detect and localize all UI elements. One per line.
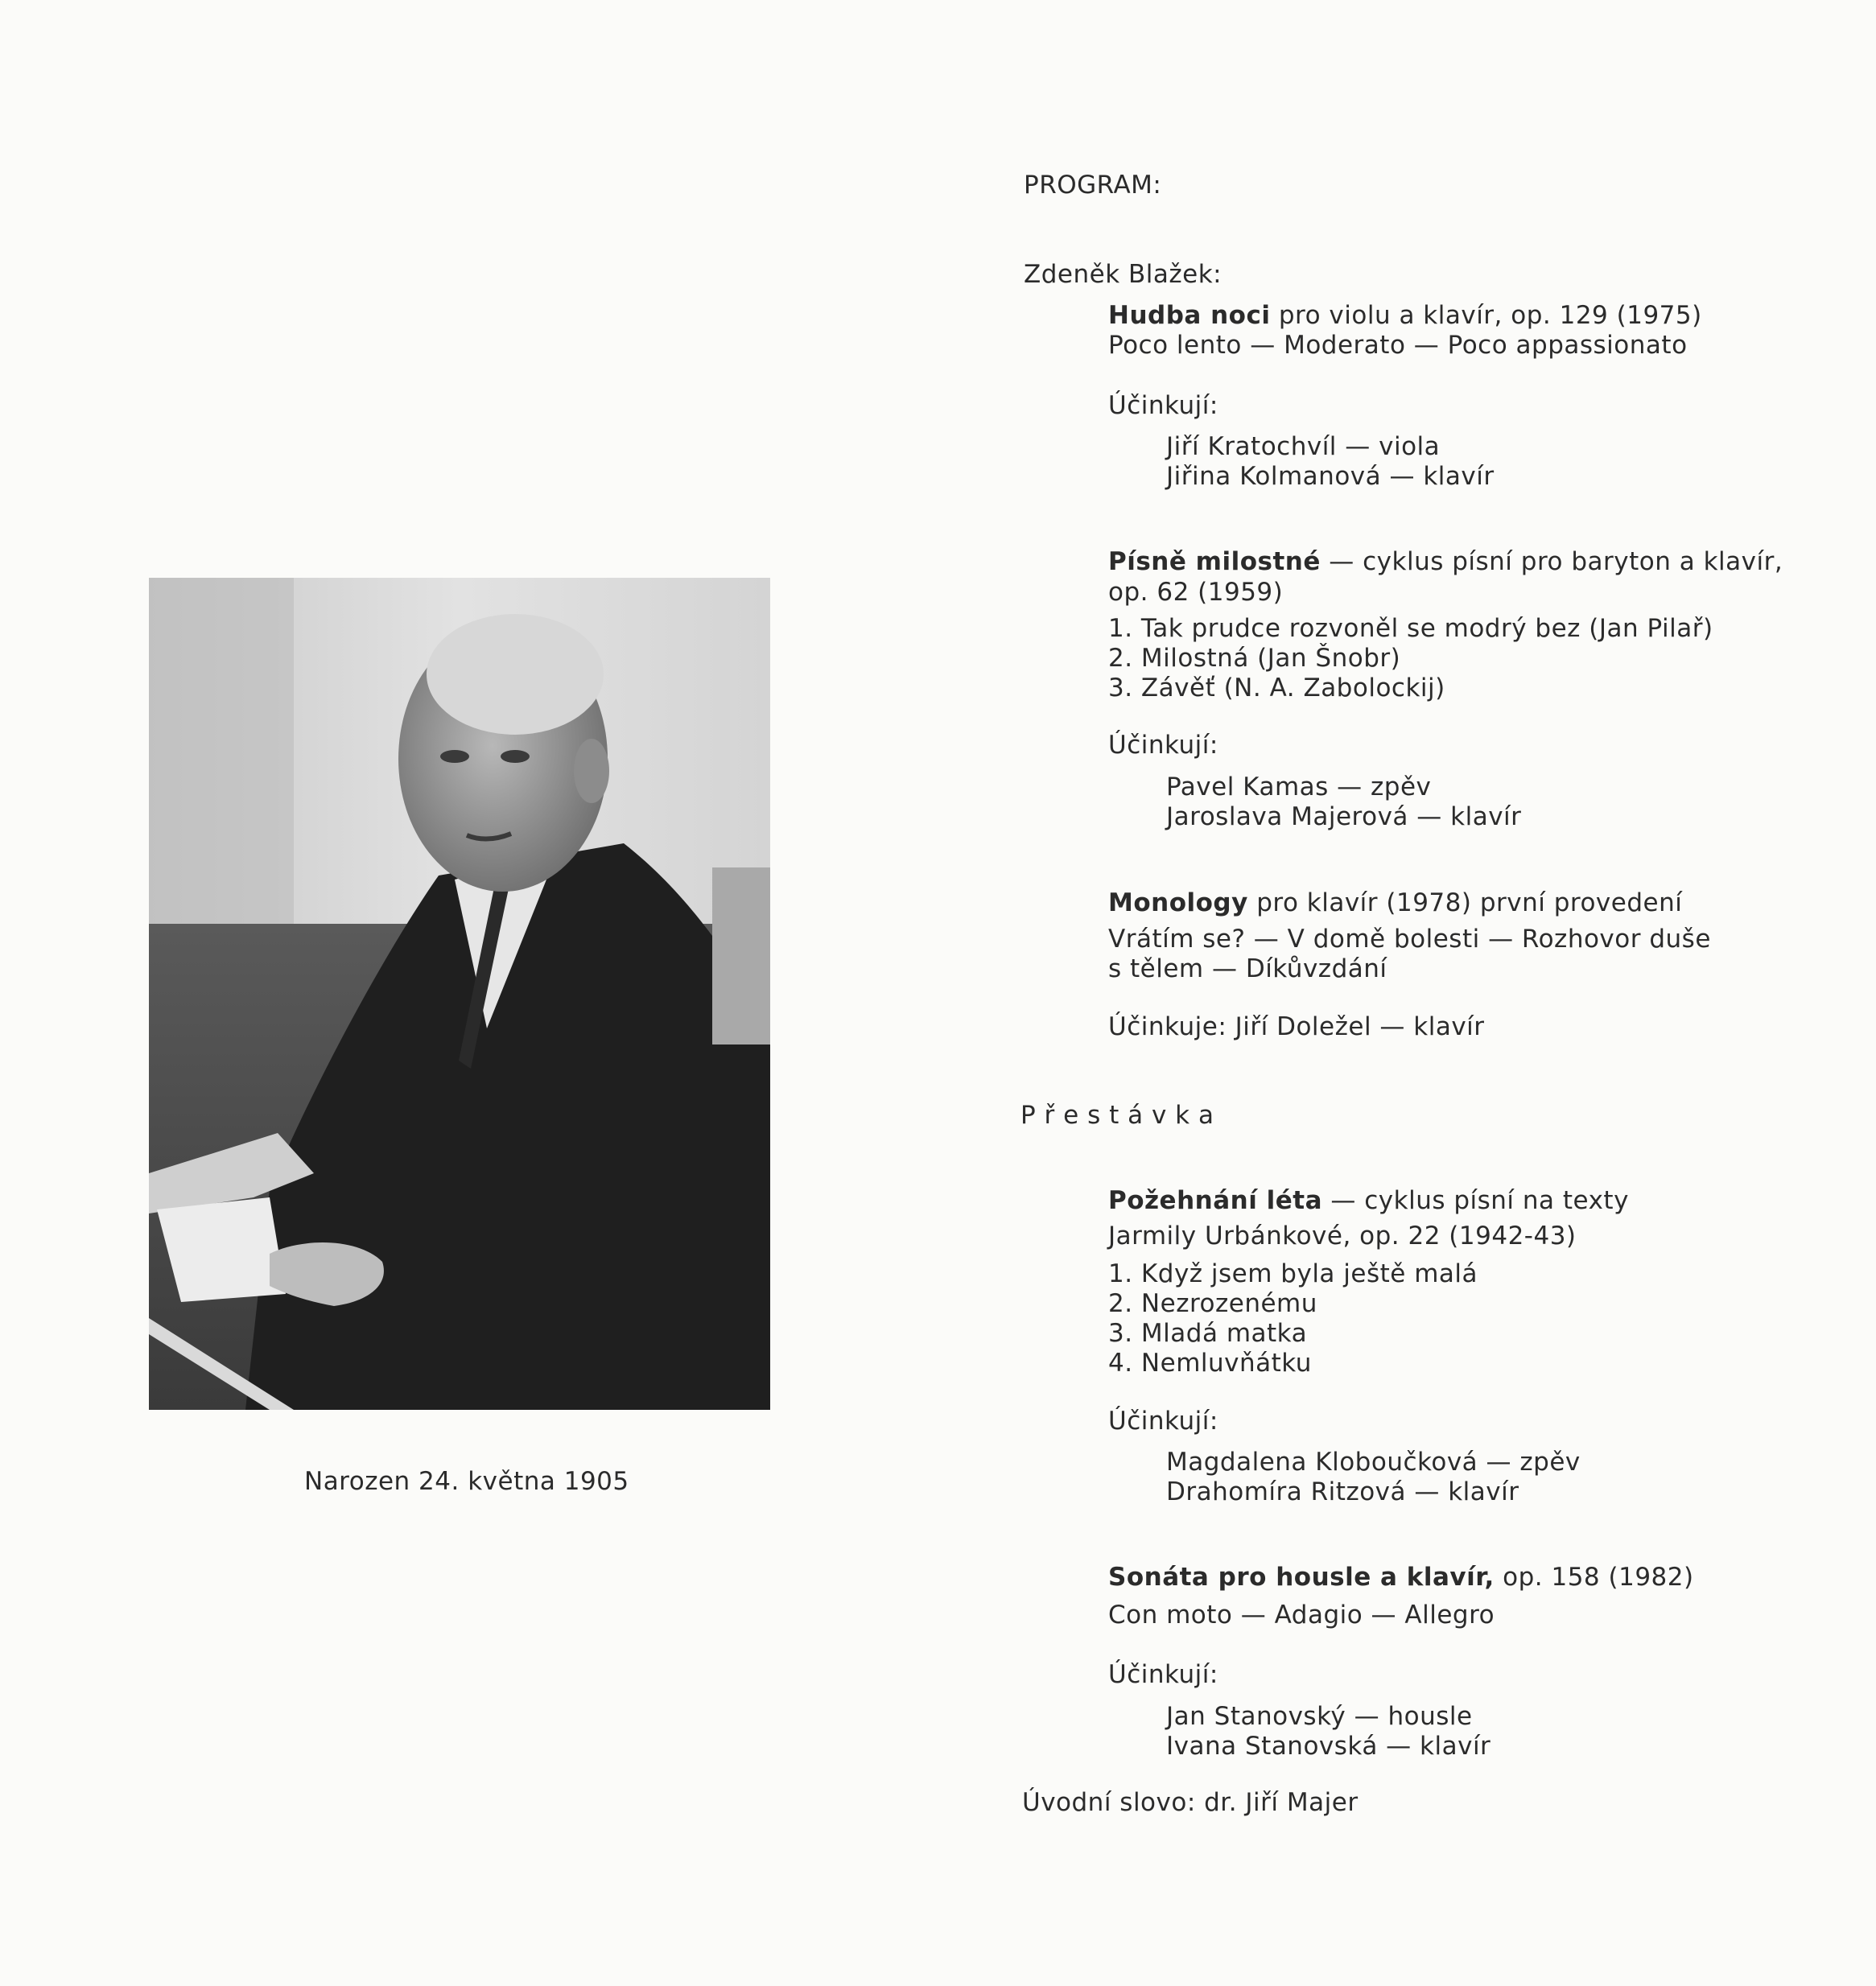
work-movements: Poco lento — Moderato — Poco appassionato bbox=[1108, 331, 1688, 360]
song-item: 1. Když jsem byla ještě malá bbox=[1108, 1259, 1478, 1288]
performers-label: Účinkují: bbox=[1108, 391, 1218, 420]
song-item: 2. Milostná (Jan Šnobr) bbox=[1108, 644, 1401, 673]
performers-label: Účinkuje: Jiří Doležel — klavír bbox=[1108, 1012, 1485, 1041]
introduction-speaker: Úvodní slovo: dr. Jiří Majer bbox=[1022, 1788, 1359, 1817]
performers-label: Účinkují: bbox=[1108, 1407, 1218, 1436]
performer: Drahomíra Ritzová — klavír bbox=[1166, 1477, 1519, 1506]
work-title-line bbox=[1108, 888, 1682, 917]
performer: Ivana Stanovská — klavír bbox=[1166, 1732, 1491, 1761]
work-title-rest: — cyklus písní na texty bbox=[1322, 1186, 1629, 1215]
work-title-line bbox=[1108, 301, 1702, 330]
song-item: 1. Tak prudce rozvoněl se modrý bez (Jan Pilař) bbox=[1108, 614, 1713, 643]
work-title-line bbox=[1108, 1186, 1629, 1215]
song-item: 4. Nemluvňátku bbox=[1108, 1349, 1312, 1378]
performers-label: Účinkují: bbox=[1108, 731, 1218, 760]
work-title-rest: op. 158 (1982) bbox=[1494, 1563, 1694, 1592]
composer-name: Zdeněk Blažek: bbox=[1024, 260, 1222, 289]
performer: Jaroslava Majerová — klavír bbox=[1166, 802, 1522, 831]
program-heading: PROGRAM: bbox=[1024, 171, 1162, 200]
performer: Jiří Kratochvíl — viola bbox=[1166, 432, 1441, 461]
performer: Pavel Kamas — zpěv bbox=[1166, 773, 1432, 801]
performer: Jan Stanovský — housle bbox=[1166, 1702, 1473, 1731]
work-title: Požehnání léta bbox=[1108, 1186, 1323, 1215]
work-title: Hudba noci bbox=[1108, 301, 1271, 330]
composer-portrait-photo bbox=[149, 578, 770, 1410]
work-title: Písně milostné bbox=[1108, 547, 1321, 576]
portrait-image bbox=[149, 578, 770, 1410]
song-item: 3. Mladá matka bbox=[1108, 1319, 1308, 1348]
work-title: Monology bbox=[1108, 888, 1248, 917]
performers-label: Účinkují: bbox=[1108, 1660, 1218, 1689]
photo-caption: Narozen 24. května 1905 bbox=[304, 1467, 629, 1496]
work-opus: op. 62 (1959) bbox=[1108, 578, 1284, 607]
song-item: 3. Závěť (N. A. Zabolockij) bbox=[1108, 674, 1445, 703]
work-movements: Vrátím se? — V domě bolesti — Rozhovor duše bbox=[1108, 925, 1711, 954]
work-movements: s tělem — Díkůvzdání bbox=[1108, 954, 1387, 983]
work-title-rest: — cyklus písní pro baryton a klavír, bbox=[1320, 547, 1783, 576]
work-opus: Jarmily Urbánkové, op. 22 (1942-43) bbox=[1108, 1222, 1577, 1251]
intermission: P ř e s t á v k a bbox=[1020, 1101, 1214, 1130]
work-title-line bbox=[1108, 1563, 1694, 1592]
work-title-rest: pro violu a klavír, op. 129 (1975) bbox=[1270, 301, 1702, 330]
performer: Magdalena Kloboučková — zpěv bbox=[1166, 1448, 1581, 1477]
work-title-line bbox=[1108, 547, 1783, 576]
performer: Jiřina Kolmanová — klavír bbox=[1166, 462, 1495, 491]
work-title: Sonáta pro housle a klavír, bbox=[1108, 1563, 1495, 1592]
song-item: 2. Nezrozenému bbox=[1108, 1289, 1317, 1318]
work-title-rest: pro klavír (1978) první provedení bbox=[1247, 888, 1683, 917]
work-movements: Con moto — Adagio — Allegro bbox=[1108, 1601, 1495, 1630]
